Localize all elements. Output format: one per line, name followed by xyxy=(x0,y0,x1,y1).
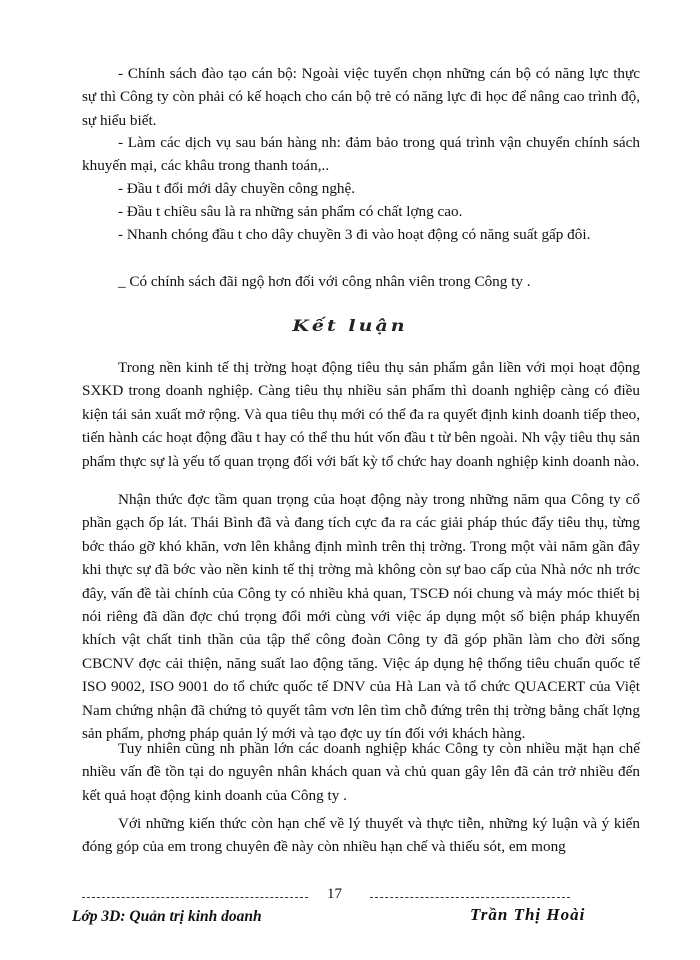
body-paragraph-3: - Đầu t đổi mới dây chuyền công nghệ. xyxy=(118,180,356,197)
conclusion-paragraph-2: Nhận thức đợc tầm quan trọng của hoạt động này trong những năm qua Công ty cổ phần gạch ốp lát. Thái Bình đã và đang tích cực đa ra các giải pháp thúc đẩy tiêu thụ, từng bớc tháo gỡ khó khăn, vơn lên khẳng định mình trên thị trờng. Trong một vài năm gần đây khi thực sự đã bớc vào nền kinh tế thị trờng mà không còn sự bao cấp của Nhà nớc nh trớc đây, vấn đề tài chính của Công ty có nhiều khả quan, TSCĐ nói chung và máy móc thiết bị nói riêng đã dần đợc chú trọng đổi mới cùng với việc áp dụng một số biện pháp khuyến khích vật chất tinh thần của tập thể công đoàn Công ty đã góp phần làm cho đời sống CBCNV đợc cải thiện, năng suất lao động tăng. Việc áp dụng hệ thống tiêu chuẩn quốc tế ISO 9002, ISO 9001 do tổ chức quốc tế DNV của Hà Lan và tổ chức QUACERT của Việt Nam chứng nhận đã chứng tỏ quyết tâm vơn lên tìm chỗ đứng trên thị trờng bằng chất lợng sản phẩm, phơng pháp quản lý mới và tạo đợc uy tín đối với khách hàng. xyxy=(82,491,640,743)
footer-class-label: Lớp 3D: Quản trị kinh doanh xyxy=(72,908,262,925)
conclusion-paragraph-3: Tuy nhiên cũng nh phần lớn các doanh nghiệp khác Công ty còn nhiều mặt hạn chế nhiều vấn đề tồn tại do nguyên nhân khách quan và chủ quan gây lên đã cản trở nhiều đến kết quả hoạt động kinh doanh của Công ty . xyxy=(82,740,640,804)
conclusion-title: Kết luận xyxy=(292,316,408,336)
body-paragraph-5: - Nhanh chóng đầu t cho dây chuyền 3 đi vào hoạt động có năng suất gấp đôi. xyxy=(118,226,591,243)
page-number: 17 xyxy=(327,886,342,902)
body-paragraph-1: - Chính sách đào tạo cán bộ: Ngoài việc tuyển chọn những cán bộ có năng lực thực sự thì Công ty còn phải có kế hoạch cho cán bộ trẻ có năng lực đi học để nâng cao trình độ, sự hiểu biết. xyxy=(82,65,640,129)
conclusion-paragraph-4: Với những kiến thức còn hạn chế về lý thuyết và thực tiễn, những ký luận và ý kiến đóng góp của em trong chuyên đề này còn nhiều hạn chế và thiếu sót, em mong xyxy=(82,815,640,856)
footer-divider-left xyxy=(82,897,308,898)
footer-author-name: Trần Thị Hoài xyxy=(470,905,586,924)
conclusion-paragraph-1: Trong nền kinh tế thị trờng hoạt động tiêu thụ sản phẩm gắn liền với mọi hoạt động SXKD trong doanh nghiệp. Càng tiêu thụ nhiều sản phẩm thì doanh nghiệp càng có điều kiện tái sản xuất mở rộng. Và qua tiêu thụ mới có thể đa ra quyết định kinh doanh tiếp theo, tiến hành các hoạt động đầu t hay có thể thu hút vốn đầu t từ bên ngoài. Nh vậy tiêu thụ sản phẩm thực sự là yếu tố quan trọng đối với bất kỳ tổ chức hay doanh nghiệp kinh doanh nào. xyxy=(82,359,640,470)
body-paragraph-6: _ Có chính sách đãi ngộ hơn đối với công nhân viên trong Công ty . xyxy=(118,273,531,290)
body-paragraph-2: - Làm các dịch vụ sau bán hàng nh: đảm bảo trong quá trình vận chuyển chính sách khuyến mại, các khâu trong thanh toán,.. xyxy=(82,134,640,175)
footer-divider-right xyxy=(370,897,570,898)
body-paragraph-4: - Đầu t chiều sâu là ra những sản phẩm có chất lợng cao. xyxy=(118,203,463,220)
